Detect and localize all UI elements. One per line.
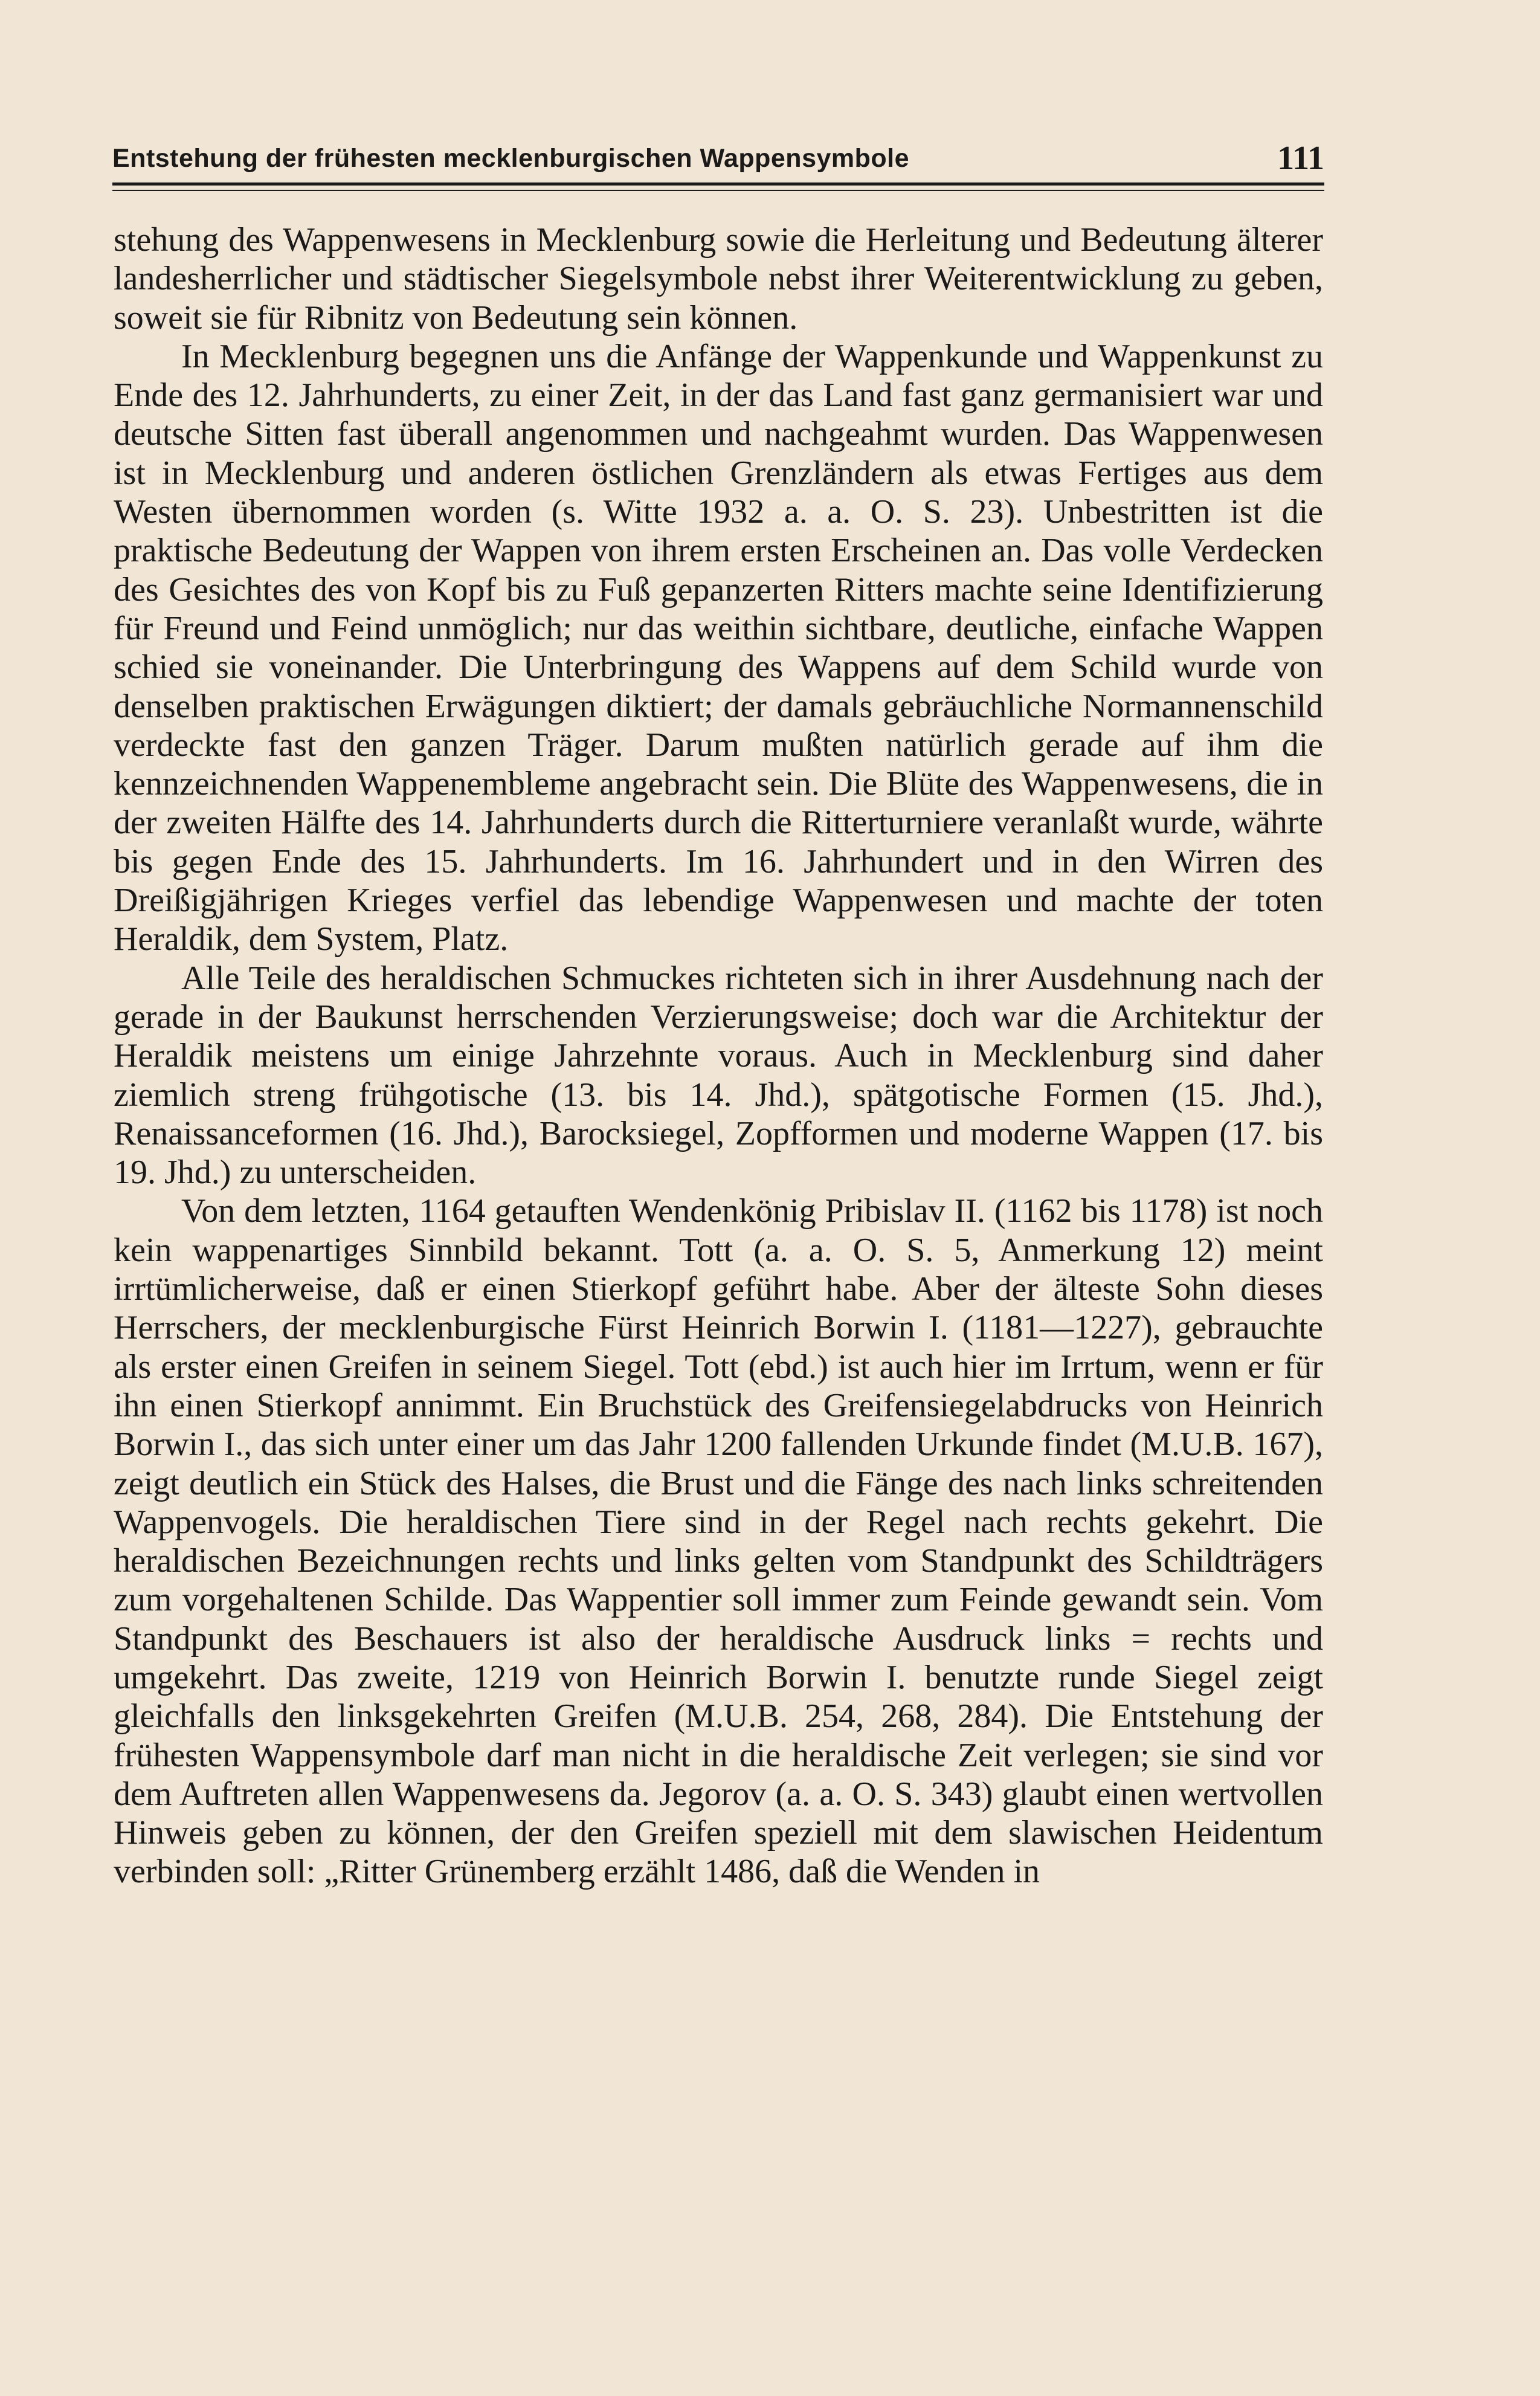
page-number: 111 [1277, 140, 1324, 177]
paragraph-griffin: Von dem letzten, 1164 getauften Wendenkönig Pribislav II. (1162 bis 1178) ist noch kein wappenartiges Sinnbild bekannt. Tott (a. a. O. S. 5, Anmerkung 12) meint irrtümlicherweise, daß er einen Stierkopf geführt habe. Aber der älteste Sohn dieses Herrschers, der mecklenburgische Fürst Heinrich Borwin I. (1181—1227), gebrauchte als erster einen Greifen in seinem Siegel. Tott (ebd.) ist auch hier im Irrtum, wenn er für ihn einen Stierkopf annimmt. Ein Bruchstück des Greifensiegelabdrucks von Heinrich Borwin I., das sich unter einer um das Jahr 1200 fallenden Urkunde findet (M.U.B. 167), zeigt deutlich ein Stück des Halses, die Brust und die Fänge des nach links schreitenden Wappenvogels. Die heraldischen Tiere sind in der Regel nach rechts gekehrt. Die heraldischen Bezeichnungen rechts und links gelten vom Standpunkt des Schildträgers zum vorgehaltenen Schilde. Das Wappentier soll immer zum Feinde gewandt sein. Vom Standpunkt des Beschauers ist also der heraldische Ausdruck links = rechts und umgekehrt. Das zweite, 1219 von Heinrich Borwin I. benutzte runde Siegel zeigt gleichfalls den linksgekehrten Greifen (M.U.B. 254, 268, 284). Die Entstehung der frühesten Wappensymbole darf man nicht in die heraldische Zeit verlegen; sie sind vor dem Auftreten allen Wappenwesens da. Jegorov (a. a. O. S. 343) glaubt einen wertvollen Hinweis geben zu können, der den Greifen speziell mit dem slawischen Heidentum verbinden soll: „Ritter Grünemberg erzählt 1486, daß die Wenden in [114, 1192, 1323, 1891]
paragraph-continuation: stehung des Wappenwesens in Mecklenburg sowie die Herleitung und Bedeutung älterer landesherrlicher und städtischer Siegelsymbole nebst ihrer Weiterentwicklung zu geben, soweit sie für Ribnitz von Bedeutung sein können. [114, 221, 1323, 337]
paragraph-origins: In Mecklenburg begegnen uns die Anfänge der Wappenkunde und Wappenkunst zu Ende des 12. Jahrhunderts, zu einer Zeit, in der das Land fast ganz germanisiert war und deutsche Sitten fast überall angenommen und nachgeahmt wurden. Das Wappenwesen ist in Mecklenburg und anderen östlichen Grenzländern als etwas Fertiges aus dem Westen übernommen worden (s. Witte 1932 a. a. O. S. 23). Unbestritten ist die praktische Bedeutung der Wappen von ihrem ersten Erscheinen an. Das volle Verdecken des Gesichtes des von Kopf bis zu Fuß gepanzerten Ritters machte seine Identifizierung für Freund und Feind unmöglich; nur das weithin sichtbare, deutliche, einfache Wappen schied sie voneinander. Die Unterbringung des Wappens auf dem Schild wurde von denselben praktischen Erwägungen diktiert; der damals gebräuchliche Normannenschild verdeckte fast den ganzen Träger. Darum mußten natürlich gerade auf ihm die kennzeichnenden Wappenembleme angebracht sein. Die Blüte des Wappenwesens, die in der zweiten Hälfte des 14. Jahrhunderts durch die Ritterturniere veranlaßt wurde, währte bis gegen Ende des 15. Jahrhunderts. Im 16. Jahrhundert und in den Wirren des Dreißigjährigen Krieges verfiel das lebendige Wappenwesen und machte der toten Heraldik, dem System, Platz. [114, 337, 1323, 958]
paragraph-styles: Alle Teile des heraldischen Schmuckes richteten sich in ihrer Ausdehnung nach der gerade in der Baukunst herrschenden Verzierungsweise; doch war die Architektur der Heraldik meistens um einige Jahrzehnte voraus. Auch in Mecklenburg sind daher ziemlich streng frühgotische (13. bis 14. Jhd.), spätgotische Formen (15. Jhd.), Renaissanceformen (16. Jhd.), Barocksiegel, Zopfformen und moderne Wappen (17. bis 19. Jhd.) zu unterscheiden. [114, 959, 1323, 1192]
header-rule-thick [112, 182, 1324, 186]
running-header [112, 140, 1324, 189]
running-title: Entstehung der frühesten mecklenburgischen Wappensymbole [112, 144, 910, 173]
header-rule-thin [112, 190, 1324, 191]
body-text [114, 221, 1323, 1891]
